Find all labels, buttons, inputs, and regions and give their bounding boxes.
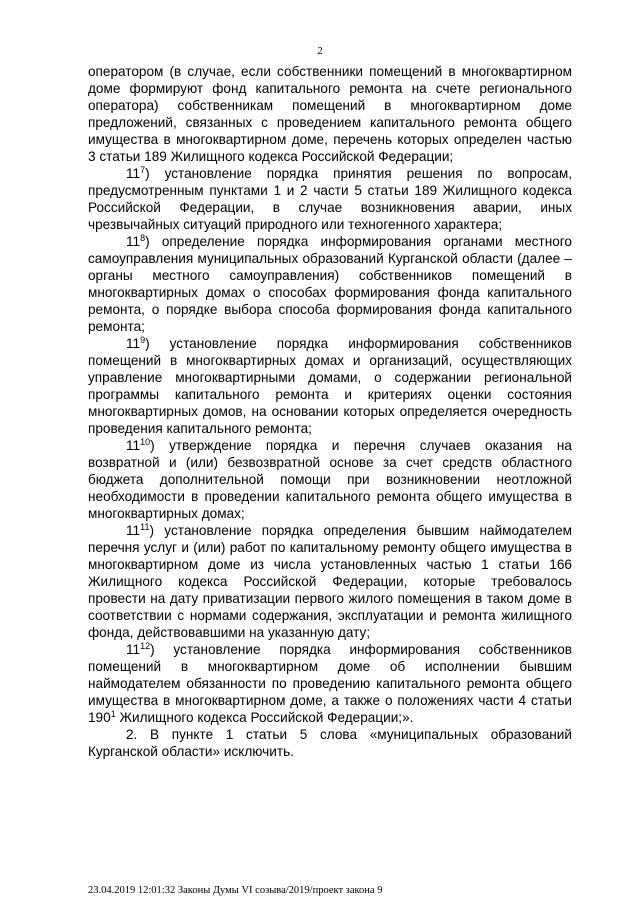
footer-file-path: 23.04.2019 12:01:32 Законы Думы VI созыва/2019/проект закона 9 [88,885,383,896]
article-superscript: 1 [110,709,116,719]
item-number: 11 [126,523,141,538]
item-superscript: 11 [140,522,150,532]
paragraph-point-2: 2. В пункте 1 статьи 5 слова «муниципальных образований Курганской области» исключить. [88,727,572,759]
item-number: 11 [126,166,141,181]
paragraph-item-11-12 [88,641,572,726]
item-text: ) утверждение порядка и перечня случаев оказания на возвратной и (или) безвозвратной основе за счет средств областного бюджета дополнительной помощи при возникновении неотложной необходимости в проведении капитального ремонта общего имущества в многоквартирных домах; [88,438,572,521]
item-text-tail: Жилищного кодекса Российской Федерации;». [115,710,414,725]
paragraph-continuation: оператором (в случае, если собственники помещений в многоквартирном доме формируют фонд капитального ремонта на счете регионального оператора) собственникам помещений в многоквартирном доме предложений, связанных с проведением капитального ремонта общего имущества в многоквартирном доме, перечень которых определен частью 3 статьи 189 Жилищного кодекса Российской Федерации; [88,64,572,164]
paragraph-item-11-9 [88,335,572,437]
item-text: ) установление порядка определения бывшим наймодателем перечня услуг и (или) работ по капитальному ремонту общего имущества в многоквартирном доме из числа установленных частью 1 статьи 166 Жилищного кодекса Российской Федерации, которые требовалось провести на дату приватизации первого жилого помещения в таком доме в соответствии с нормами содержания, эксплуатации и ремонта жилищного фонда, действовавшими на указанную дату; [88,523,572,640]
item-superscript: 10 [140,437,151,447]
page-number: 2 [317,45,323,57]
item-superscript: 12 [140,641,151,651]
item-number: 11 [126,336,141,351]
item-superscript: 8 [140,233,146,243]
item-text: ) определение порядка информирования органами местного самоуправления муниципальных образований Курганской области (далее – органы местного самоуправления) собственников помещений в многоквартирных домах о способах формирования фонда капитального ремонта, о порядке выбора способа формирования фонда капитального ремонта; [88,234,572,334]
item-superscript: 7 [140,165,146,175]
item-superscript: 9 [140,335,146,345]
paragraph-item-11-7 [88,165,572,233]
item-number: 11 [126,234,141,249]
paragraph-item-11-11 [88,522,572,641]
item-number: 11 [126,438,141,453]
item-text: ) установление порядка информирования собственников помещений в многоквартирном доме об исполнении бывшим наймодателем обязанности по проведению капитального ремонта общего имущества в многоквартирном доме, а также о положениях части 4 статьи 190 [88,642,572,725]
item-number: 11 [126,642,141,657]
document-body [88,63,572,760]
paragraph-item-11-10 [88,437,572,522]
item-text: ) установление порядка информирования собственников помещений в многоквартирных домах и организаций, осуществляющих управление многоквартирными домами, о содержании региональной программы капитального ремонта и критериях оценки состояния многоквартирных домов, на основании которых определяется очередность проведения капитального ремонта; [88,336,572,436]
paragraph-item-11-8 [88,233,572,335]
item-text: ) установление порядка принятия решения по вопросам, предусмотренным пунктами 1 и 2 части 5 статьи 189 Жилищного кодекса Российской Федерации, в случае возникновения аварии, иных чрезвычайных ситуаций природного или техногенного характера; [88,166,572,232]
